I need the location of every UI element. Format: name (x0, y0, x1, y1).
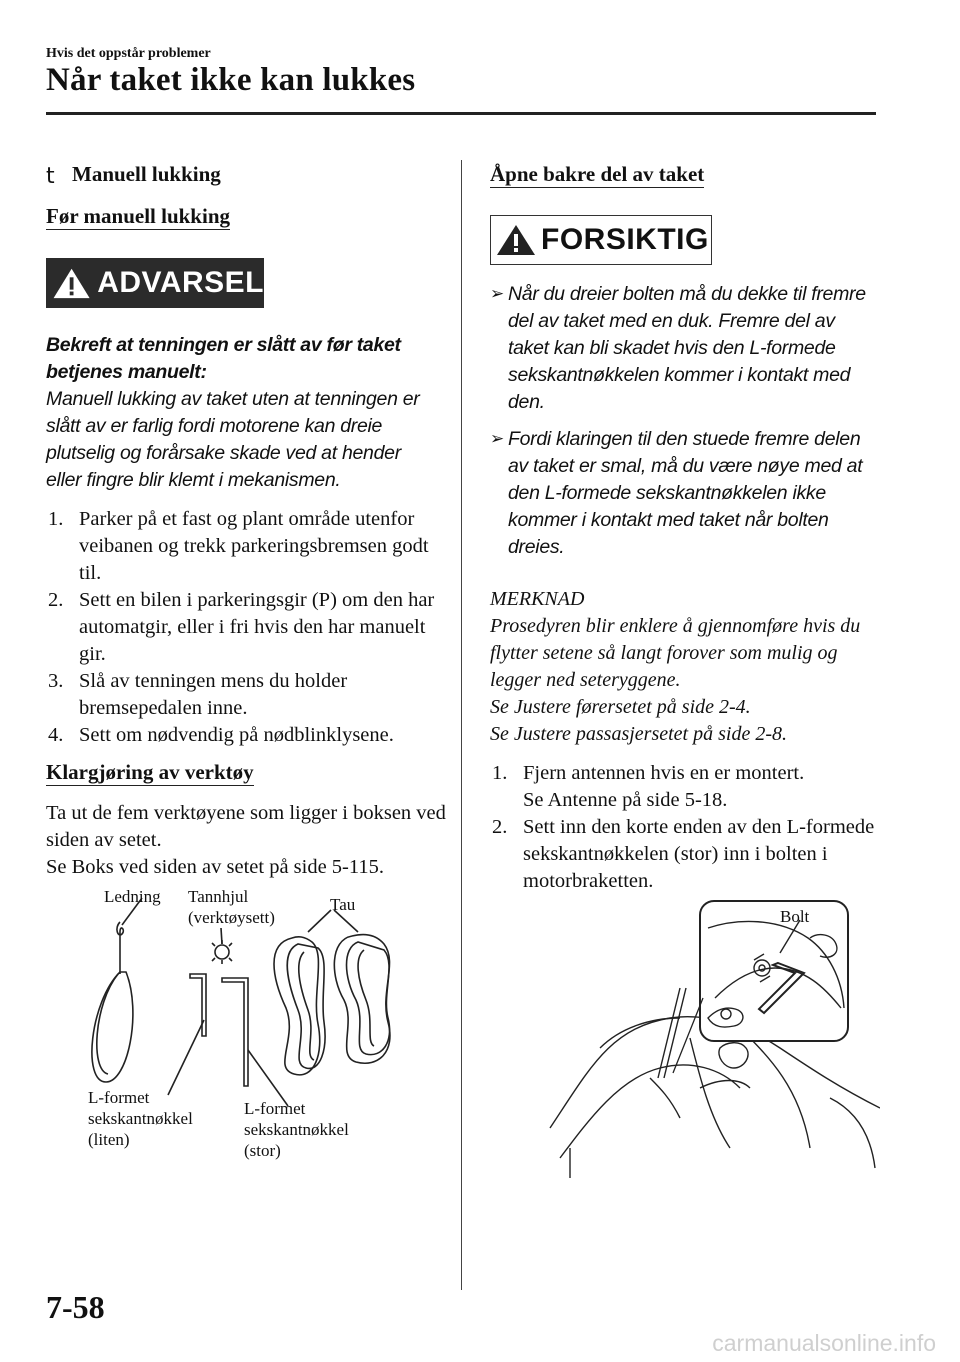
preparation-steps (48, 506, 448, 749)
watermark: carmanualsonline.info (712, 1330, 936, 1356)
heading-open-rear-roof: Åpne bakre del av taket (490, 162, 705, 186)
label-large-key: L-formet sekskantnøkkel (stor) (244, 1099, 349, 1160)
arrow-bullet-icon: ➢ (490, 284, 504, 304)
section-title: Manuell lukking (72, 162, 221, 186)
tools-paragraph (46, 800, 446, 881)
note-block (490, 586, 890, 748)
section-marker: t (46, 164, 55, 189)
page-title: Når taket ikke kan lukkes (46, 62, 416, 98)
warning-banner (46, 258, 264, 308)
caution-label: FORSIKTIG (541, 223, 709, 256)
list-item: 1. Parker på et fast og plant område utenfor veibanen og trekk parkeringsbremsen godt til. (48, 508, 429, 584)
caution-list (490, 281, 880, 571)
breadcrumb: Hvis det oppstår problemer (46, 46, 211, 61)
warning-label: ADVARSEL (97, 266, 264, 299)
label-bolt: Bolt (780, 907, 810, 926)
warning-triangle-icon (46, 262, 97, 304)
caution-box (490, 215, 712, 265)
tools-reference: Se Boks ved siden av setet på side 5-115. (46, 856, 384, 878)
note-title: MERKNAD (490, 588, 585, 610)
warning-body-text: Manuell lukking av taket uten at tenningen er slått av er farlig fordi motorene kan dreie plutselig og forårsake skade ved at hender eller fingre blir klemt i mekanismen. (46, 388, 420, 491)
list-item: ➢ Når du dreier bolten må du dekke til fremre del av taket med en duk. Fremre del av taket kan bli skadet hvis den L-formede sekskantnøkkelen kommer i kontakt med den. (490, 283, 866, 413)
title-divider (46, 112, 876, 115)
label-small-key: L-formet sekskantnøkkel (liten) (88, 1088, 193, 1149)
list-item: 3. Slå av tenningen mens du holder bremsepedalen inne. (48, 670, 348, 719)
arrow-bullet-icon: ➢ (490, 429, 504, 449)
subheading-before-manual-closing: Før manuell lukking (46, 204, 230, 228)
warning-bold-text: Bekreft at tenningen er slått av før taket betjenes manuelt: (46, 334, 401, 383)
list-item: 4. Sett om nødvendig på nødblinklysene. (48, 724, 394, 746)
note-line: Se Justere førersetet på side 2-4. (490, 696, 751, 718)
roof-steps (492, 760, 877, 895)
tools-figure (76, 880, 456, 1170)
label-ledning: Ledning (104, 887, 161, 906)
subheading-tool-preparation: Klargjøring av verktøy (46, 760, 254, 784)
list-item: 2. Sett inn den korte enden av den L-formede sekskantnøkkelen (stor) inn i bolten i motorbraketten. (492, 816, 875, 892)
note-line: Se Justere passasjersetet på side 2-8. (490, 723, 787, 745)
column-divider (461, 160, 462, 1290)
bolt-illustration (540, 898, 880, 1188)
tools-text: Ta ut de fem verktøyene som ligger i boksen ved siden av setet. (46, 802, 446, 851)
label-tannhjul: Tannhjul (verktøysett) (188, 887, 275, 927)
page-number: 7-58 (46, 1289, 105, 1325)
label-tau: Tau (330, 895, 356, 914)
list-item: 2. Sett en bilen i parkeringsgir (P) om den har automatgir, eller i fri hvis den har manuelt gir. (48, 589, 435, 665)
caution-triangle-icon (491, 220, 541, 260)
list-item: ➢ Fordi klaringen til den stuede fremre delen av taket er smal, må du være nøye med at den L-formede sekskantnøkkelen ikke kommer i kontakt med taket når bolten dreies. (490, 428, 863, 558)
note-line: Prosedyren blir enklere å gjennomføre hvis du flytter setene så langt forover som mulig og legger ned seteryggene. (490, 615, 861, 691)
bolt-figure (540, 898, 880, 1188)
warning-text-block (46, 332, 441, 494)
list-item: 1. Fjern antennen hvis en er montert. Se Antenne på side 5-18. (492, 762, 805, 811)
